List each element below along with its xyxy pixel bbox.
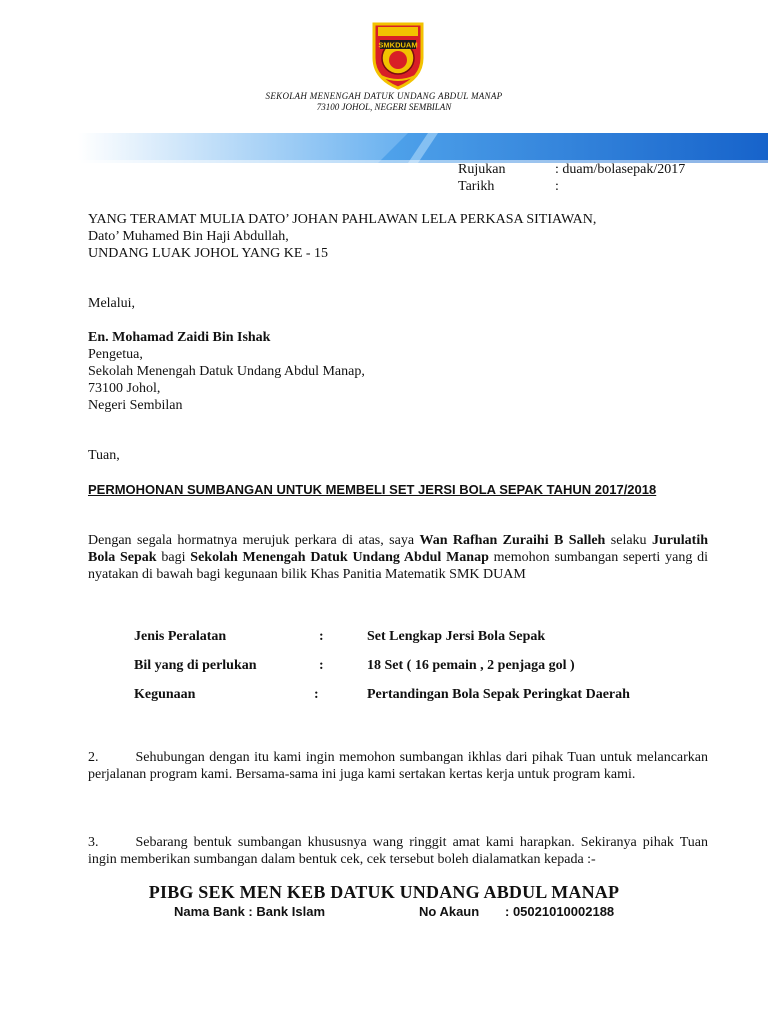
via-school: Sekolah Menengah Datuk Undang Abdul Manap, <box>88 364 365 379</box>
paragraph-1 <box>88 532 708 583</box>
applicant-role: Jurulatih Bola Sepak <box>88 533 708 565</box>
account-number: : 05021010002188 <box>505 904 615 919</box>
applicant-school: Sekolah Menengah Datuk Undang Abdul Manap <box>190 550 489 565</box>
paragraph-2 <box>88 749 708 783</box>
rujukan-label: Rujukan <box>458 162 506 177</box>
school-address: 73100 JOHOL, NEGERI SEMBILAN <box>316 102 452 112</box>
item-label-1: Jenis Peralatan <box>134 629 227 644</box>
item-value-1: Set Lengkap Jersi Bola Sepak <box>367 629 546 644</box>
tarikh-value: : <box>555 179 559 194</box>
para3-text: Sebarang bentuk sumbangan khususnya wang ringgit amat kami harapkan. Sekiranya pihak Tuan ingin memberikan sumbangan dalam bentuk cek, cek tersebut boleh dialamatkan kepada :- <box>88 835 708 867</box>
para1-text4: memohon sumbangan seperti yang di nyatakan di bawah bagi kegunaan bilik Khas Panitia Matematik SMK DUAM <box>88 550 708 582</box>
item-value-3: Pertandingan Bola Sepak Peringkat Daerah <box>367 687 630 702</box>
recipient-line1: YANG TERAMAT MULIA DATO’ JOHAN PAHLAWAN LELA PERKASA SITIAWAN, <box>88 212 597 227</box>
para1-text3: bagi <box>156 550 191 565</box>
bank-name: Nama Bank : Bank Islam <box>174 904 326 919</box>
item-colon-1: : <box>319 629 324 644</box>
recipient-line3: UNDANG LUAK JOHOL YANG KE - 15 <box>88 246 329 261</box>
via-label: Melalui, <box>88 296 136 311</box>
account-label: No Akaun <box>419 904 480 919</box>
item-colon-2: : <box>319 658 324 673</box>
rujukan-value: : duam/bolasepak/2017 <box>555 162 686 177</box>
via-name: En. Mohamad Zaidi Bin Ishak <box>88 330 271 345</box>
salutation: Tuan, <box>88 448 120 463</box>
item-label-2: Bil yang di perlukan <box>134 658 257 673</box>
letter-subject: PERMOHONAN SUMBANGAN UNTUK MEMBELI SET JERSI BOLA SEPAK TAHUN 2017/2018 <box>88 482 657 497</box>
para3-number: 3. <box>88 835 99 850</box>
svg-text:SMKDUAM: SMKDUAM <box>378 40 418 50</box>
para2-text: Sehubungan dengan itu kami ingin memohon sumbangan ikhlas dari pihak Tuan untuk melancarkan perjalanan program kami. Bersama-sama ini juga kami sertakan kertas kerja untuk program kami. <box>88 750 708 782</box>
tarikh-label: Tarikh <box>458 179 495 194</box>
item-colon-3: : <box>314 687 319 702</box>
para2-number: 2. <box>88 750 99 765</box>
item-label-3: Kegunaan <box>134 687 196 702</box>
para1-text1: Dengan segala hormatnya merujuk perkara di atas, saya <box>88 533 420 548</box>
paragraph-3 <box>88 834 708 868</box>
item-value-2: 18 Set ( 16 pemain , 2 penjaga gol ) <box>367 658 575 673</box>
school-name: SEKOLAH MENENGAH DATUK UNDANG ABDUL MANAP <box>265 91 503 101</box>
header-band <box>78 133 768 163</box>
applicant-name: Wan Rafhan Zuraihi B Salleh <box>419 533 606 548</box>
via-state: Negeri Sembilan <box>88 398 183 413</box>
para1-text2: selaku <box>605 533 652 548</box>
payee-title: PIBG SEK MEN KEB DATUK UNDANG ABDUL MANAP <box>148 882 620 902</box>
via-postcode: 73100 Johol, <box>88 381 161 396</box>
via-title: Pengetua, <box>88 347 143 362</box>
school-crest-logo <box>371 20 425 90</box>
recipient-line2: Dato’ Muhamed Bin Haji Abdullah, <box>88 229 289 244</box>
